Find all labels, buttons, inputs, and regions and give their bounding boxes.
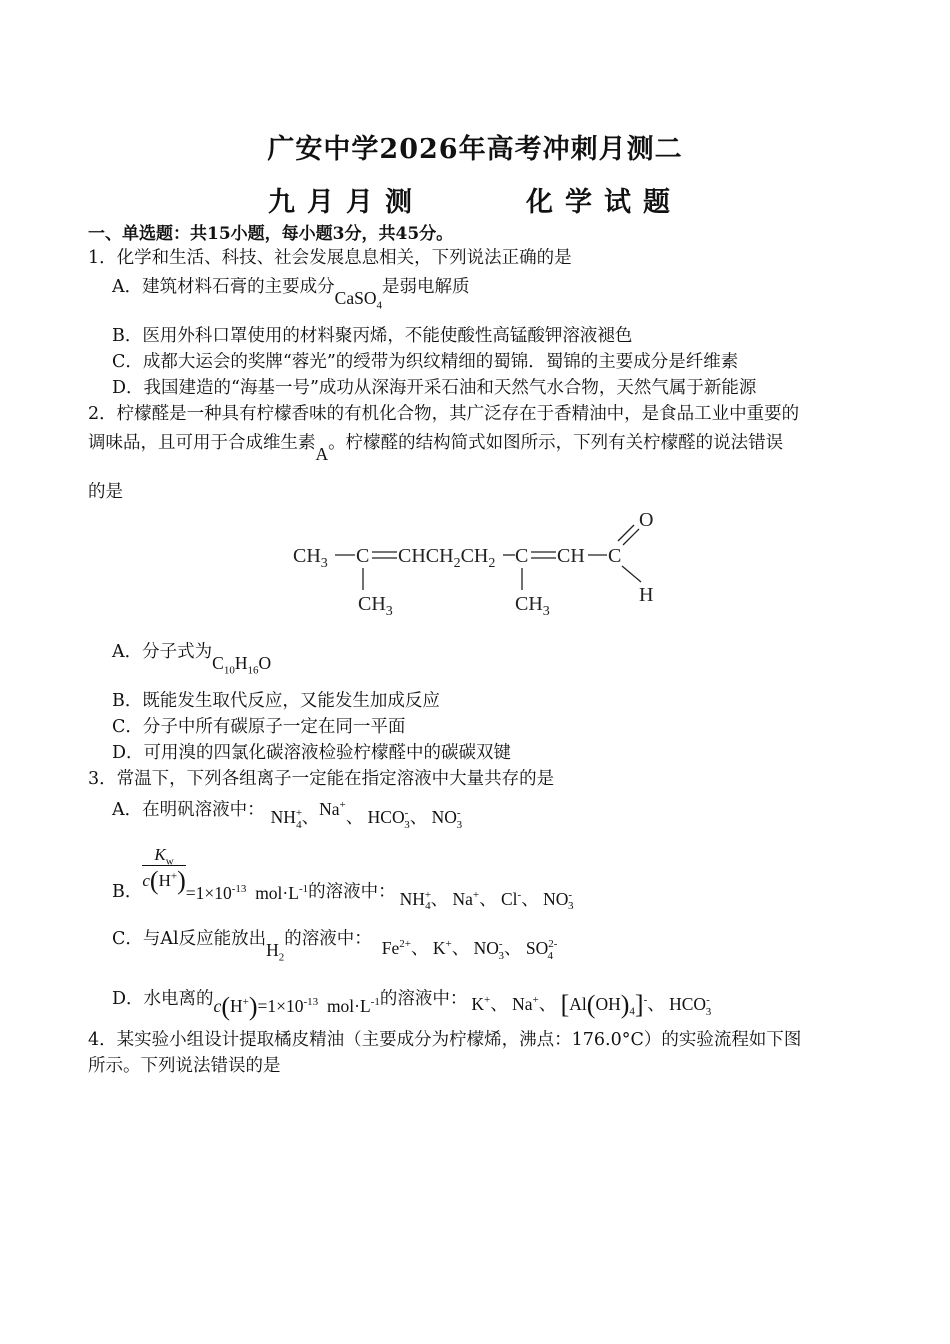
- q2-option-c: C．分子中所有碳原子一定在同一平面: [112, 717, 406, 737]
- double-bond-co-b: [623, 529, 639, 545]
- ch3-branch-a: $CH_3$: [358, 593, 393, 619]
- q1-option-b: B．医用外科口罩使用的材料聚丙烯，不能使酸性高锰酸钾溶液褪色: [112, 326, 633, 346]
- vitamin-a-label: A: [315, 444, 329, 464]
- q3-option-c: C．与Al反应能放出$H_2$的溶液中： $Fe^{2+}$、 K+、 $NO^-_3$、 $SO^{2-}_4$: [112, 929, 558, 964]
- atom-c3: C: [608, 545, 622, 567]
- atom-o: O: [639, 509, 654, 531]
- q3-d-concentration: $c(H^+)=1\times 10^{-13}$ $mol\cdot L^{-1}$: [213, 992, 380, 1021]
- h2-formula: $H_2$: [266, 940, 285, 964]
- kw-fraction: $\frac{K_w}{c(H^+)}$: [142, 845, 186, 895]
- chain-chch2ch2: $CHCH_2CH_2$: [398, 545, 496, 571]
- q1-option-d: D．我国建造的“海基一号”成功从深海开采石油和天然气水合物，天然气属于新能源: [112, 378, 757, 398]
- exam-subtitle-month: 九月月测: [268, 187, 424, 218]
- q3-d-ions: K+、 Na+、 $[Al(OH)_4]^-$、 $HCO^-_3$: [471, 990, 712, 1019]
- citral-structure: [285, 502, 675, 622]
- ch3-branch-b: $CH_3$: [515, 593, 550, 619]
- q3-c-ions: $Fe^{2+}$、 K+、 $NO^-_3$、 $SO^{2-}_4$: [381, 938, 558, 962]
- section-heading: 一、单选题：共15小题，每小题3分，共45分。: [88, 224, 454, 244]
- double-bond-co-a: [618, 525, 634, 541]
- q2-option-d: D．可用溴的四氯化碳溶液检验柠檬醛中的碳碳双键: [112, 743, 512, 763]
- q1-a-formula: CaSO$_4$: [334, 288, 382, 312]
- q2-a-formula: $C_{10}H_{16}O$: [212, 653, 272, 677]
- q4-stem-line1: 4．某实验小组设计提取橘皮精油（主要成分为柠檬烯，沸点：176.0°C）的实验流程如下图: [88, 1030, 802, 1050]
- q3-a-ions: $NH^+_4$、Na+、 $HCO^-_3$、 $NO^-_3$: [270, 799, 463, 831]
- q3-option-b: B． $\frac{K_w}{c(H^+)}$ $=1\times 10^{-13}$ $mol\cdot L^{-1}$的溶液中： $NH^+_4$、 Na+、 Cl-、 $NO^-_3$: [112, 845, 574, 912]
- q2-stem-line3: 的是: [88, 482, 123, 502]
- q4-stem-line2: 所示。下列说法错误的是: [88, 1056, 281, 1076]
- atom-h: H: [639, 584, 654, 606]
- q2-option-a: A．分子式为$C_{10}H_{16}O$: [112, 642, 272, 677]
- atom-ch: CH: [557, 545, 585, 567]
- q2-stem-line1: 2．柠檬醛是一种具有柠檬香味的有机化合物，其广泛存在于香精油中，是食品工业中重要的: [88, 404, 800, 424]
- atom-c1: C: [356, 545, 370, 567]
- exam-subtitle-subject: 化学试题: [526, 187, 682, 218]
- q1-a-tail: 是弱电解质: [381, 277, 470, 297]
- q3-b-concentration: $=1\times 10^{-13}$ $mol\cdot L^{-1}$: [185, 882, 309, 903]
- exam-title: 广安中学2026年高考冲刺月测二: [267, 134, 683, 165]
- ch3-left: $CH_3$: [293, 545, 328, 571]
- q1-a-text: A．建筑材料石膏的主要成分: [112, 277, 335, 297]
- q1-option-c: C．成都大运会的奖牌“蓉光”的绶带为织纹精细的蜀锦．蜀锦的主要成分是纤维素: [112, 352, 739, 372]
- q1-stem: 1．化学和生活、科技、社会发展息息相关，下列说法正确的是: [88, 248, 572, 268]
- q3-stem: 3．常温下，下列各组离子一定能在指定溶液中大量共存的是: [88, 769, 555, 789]
- q3-option-a: A．在明矾溶液中： $NH^+_4$、Na+、 $HCO^-_3$、 $NO^-_3$: [112, 799, 463, 831]
- q3-option-d: D．水电离的$c(H^+)=1\times 10^{-13}$ $mol\cdot L^{-1}$的溶液中： K+、 Na+、 $[Al(OH)_4]^-$、 $HCO^-_3$: [112, 989, 712, 1021]
- bond-c-h: [622, 566, 641, 582]
- q1-option-a: [112, 277, 470, 312]
- q2-stem-line2: 调味品，且可用于合成维生素A。柠檬醛的结构简式如图所示，下列有关柠檬醛的说法错误: [88, 433, 784, 464]
- atom-c2: C: [515, 545, 529, 567]
- q2-option-b: B．既能发生取代反应，又能发生加成反应: [112, 691, 440, 711]
- q3-b-ions: $NH^+_4$、 Na+、 Cl-、 $NO^-_3$: [399, 888, 574, 912]
